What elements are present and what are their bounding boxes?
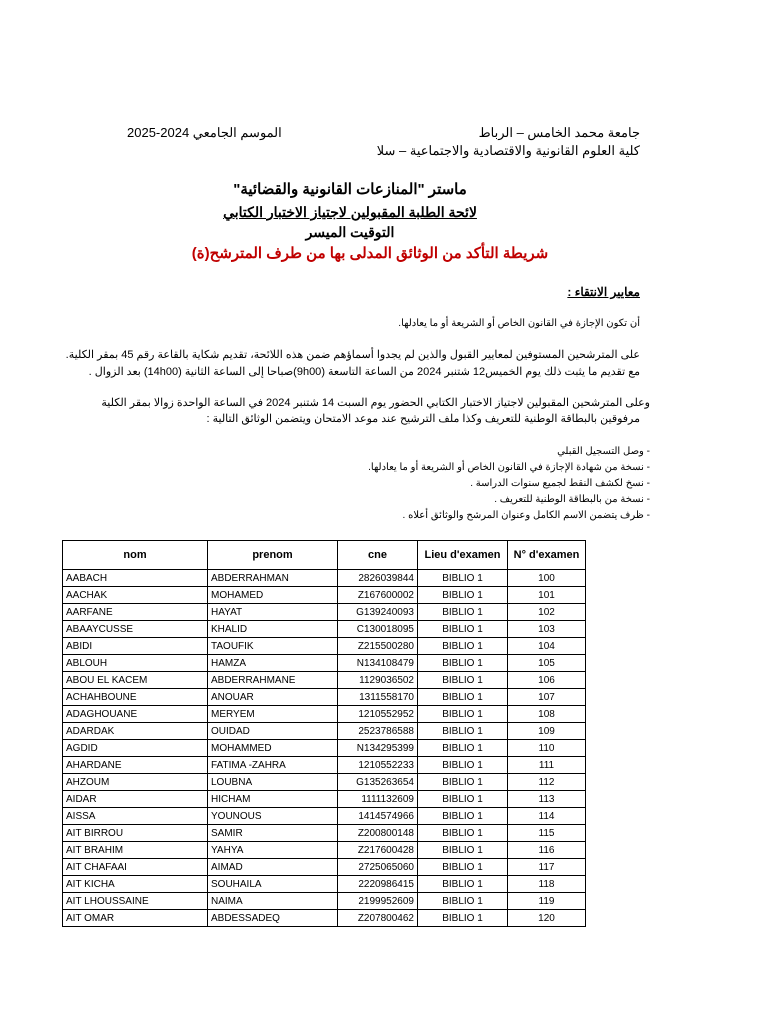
cell-numero: 117 (508, 859, 586, 876)
cell-nom: AIT CHAFAAI (63, 859, 208, 876)
table-row (63, 757, 586, 774)
column-header-numero: N° d'examen (508, 541, 586, 570)
cell-cne: G139240093 (338, 604, 418, 621)
cell-prenom: ABDERRAHMAN (208, 570, 338, 587)
table-body (63, 570, 586, 927)
cell-numero: 113 (508, 791, 586, 808)
cell-prenom: OUIDAD (208, 723, 338, 740)
cell-numero: 107 (508, 689, 586, 706)
master-title: ماستر "المنازعات القانونية والقضائية" (233, 181, 467, 198)
cell-cne: Z200800148 (338, 825, 418, 842)
cell-prenom: MOHAMED (208, 587, 338, 604)
cell-nom: AIT OMAR (63, 910, 208, 927)
cell-numero: 120 (508, 910, 586, 927)
cell-prenom: HAMZA (208, 655, 338, 672)
cell-nom: ABOU EL KACEM (63, 672, 208, 689)
table-row (63, 791, 586, 808)
table-row (63, 740, 586, 757)
cell-nom: AGDID (63, 740, 208, 757)
table-row (63, 723, 586, 740)
cell-nom: AIT BIRROU (63, 825, 208, 842)
cell-prenom: MOHAMMED (208, 740, 338, 757)
cell-nom: AIT BRAHIM (63, 842, 208, 859)
cell-numero: 101 (508, 587, 586, 604)
cell-lieu: BIBLIO 1 (418, 587, 508, 604)
cell-cne: Z215500280 (338, 638, 418, 655)
cell-nom: ABAAYCUSSE (63, 621, 208, 638)
cell-nom: AACHAK (63, 587, 208, 604)
complaint-text-line2: مع تقديم ما يثبت ذلك يوم الخميس12 شتنبر 2024 من الساعة التاسعة (9h00)صباحا إلى الساعة الثانية (14h00) بعد الزوال . (88, 366, 640, 378)
cell-lieu: BIBLIO 1 (418, 842, 508, 859)
cell-numero: 115 (508, 825, 586, 842)
cell-lieu: BIBLIO 1 (418, 621, 508, 638)
cell-lieu: BIBLIO 1 (418, 893, 508, 910)
cell-lieu: BIBLIO 1 (418, 791, 508, 808)
cell-numero: 100 (508, 570, 586, 587)
table-row (63, 587, 586, 604)
cell-prenom: AIMAD (208, 859, 338, 876)
cell-numero: 111 (508, 757, 586, 774)
cell-prenom: FATIMA -ZAHRA (208, 757, 338, 774)
cell-cne: N134108479 (338, 655, 418, 672)
cell-cne: N134295399 (338, 740, 418, 757)
cell-prenom: SOUHAILA (208, 876, 338, 893)
table-row (63, 570, 586, 587)
cell-prenom: YOUNOUS (208, 808, 338, 825)
cell-lieu: BIBLIO 1 (418, 808, 508, 825)
table-row (63, 910, 586, 927)
cell-numero: 108 (508, 706, 586, 723)
cell-prenom: ANOUAR (208, 689, 338, 706)
column-header-nom: nom (63, 541, 208, 570)
cell-nom: ABIDI (63, 638, 208, 655)
cell-numero: 103 (508, 621, 586, 638)
column-header-lieu: Lieu d'examen (418, 541, 508, 570)
cell-nom: ABLOUH (63, 655, 208, 672)
table-header-row (63, 541, 586, 570)
column-header-prenom: prenom (208, 541, 338, 570)
document-item: - نسخ لكشف النقط لجميع سنوات الدراسة . (470, 478, 650, 489)
cell-nom: AIT LHOUSSAINE (63, 893, 208, 910)
cell-prenom: NAIMA (208, 893, 338, 910)
cell-cne: 2220986415 (338, 876, 418, 893)
cell-prenom: ABDERRAHMANE (208, 672, 338, 689)
condition-title: شريطة التأكد من الوثائق المدلى بها من طرف المترشح(ة) (191, 245, 549, 262)
university-name: جامعة محمد الخامس – الرباط (478, 125, 640, 140)
cell-cne: C130018095 (338, 621, 418, 638)
cell-cne: Z217600428 (338, 842, 418, 859)
cell-nom: ACHAHBOUNE (63, 689, 208, 706)
cell-prenom: HAYAT (208, 604, 338, 621)
table-row (63, 893, 586, 910)
document-item: - وصل التسجيل القبلي (557, 446, 650, 457)
cell-lieu: BIBLIO 1 (418, 689, 508, 706)
cell-nom: AHARDANE (63, 757, 208, 774)
cell-cne: G135263654 (338, 774, 418, 791)
cell-numero: 116 (508, 842, 586, 859)
cell-lieu: BIBLIO 1 (418, 723, 508, 740)
cell-nom: ADAGHOUANE (63, 706, 208, 723)
cell-cne: 1129036502 (338, 672, 418, 689)
cell-numero: 114 (508, 808, 586, 825)
cell-lieu: BIBLIO 1 (418, 604, 508, 621)
cell-lieu: BIBLIO 1 (418, 876, 508, 893)
cell-lieu: BIBLIO 1 (418, 910, 508, 927)
table-row (63, 808, 586, 825)
table-row (63, 825, 586, 842)
cell-nom: AARFANE (63, 604, 208, 621)
table-row (63, 621, 586, 638)
cell-cne: 1311558170 (338, 689, 418, 706)
cell-cne: Z167600002 (338, 587, 418, 604)
cell-numero: 110 (508, 740, 586, 757)
cell-lieu: BIBLIO 1 (418, 859, 508, 876)
cell-cne: 2826039844 (338, 570, 418, 587)
cell-lieu: BIBLIO 1 (418, 570, 508, 587)
document-item: - ظرف يتضمن الاسم الكامل وعنوان المرشح والوثائق أعلاه . (402, 510, 650, 521)
cell-numero: 118 (508, 876, 586, 893)
cell-lieu: BIBLIO 1 (418, 672, 508, 689)
table-row (63, 876, 586, 893)
cell-lieu: BIBLIO 1 (418, 757, 508, 774)
criteria-degree-text: أن تكون الإجازة في القانون الخاص أو الشريعة أو ما يعادلها. (398, 318, 640, 329)
cell-numero: 109 (508, 723, 586, 740)
cell-lieu: BIBLIO 1 (418, 638, 508, 655)
table-row (63, 638, 586, 655)
cell-cne: 1210552233 (338, 757, 418, 774)
cell-nom: AHZOUM (63, 774, 208, 791)
complaint-text-line1: على المترشحين المستوفين لمعايير القبول والذين لم يجدوا أسماؤهم ضمن هذه اللائحة، تقديم شكاية بالقاعة رقم 45 بمقر الكلية. (65, 349, 640, 361)
table-row (63, 842, 586, 859)
cell-numero: 104 (508, 638, 586, 655)
table-row (63, 655, 586, 672)
list-title: لائحة الطلبة المقبولين لاجتياز الاختبار الكتابي (223, 204, 477, 220)
cell-prenom: MERYEM (208, 706, 338, 723)
cell-nom: ADARDAK (63, 723, 208, 740)
document-item: - نسخة من شهادة الإجازة في القانون الخاص أو الشريعة أو ما يعادلها. (368, 462, 650, 473)
cell-cne: 1111132609 (338, 791, 418, 808)
cell-nom: AIT KICHA (63, 876, 208, 893)
column-header-cne: cne (338, 541, 418, 570)
cell-cne: 2725065060 (338, 859, 418, 876)
cell-lieu: BIBLIO 1 (418, 706, 508, 723)
cell-cne: 1414574966 (338, 808, 418, 825)
cell-numero: 105 (508, 655, 586, 672)
cell-lieu: BIBLIO 1 (418, 825, 508, 842)
cell-prenom: ABDESSADEQ (208, 910, 338, 927)
table-row (63, 774, 586, 791)
required-documents-list (368, 444, 650, 524)
cell-numero: 106 (508, 672, 586, 689)
cell-cne: 2523786588 (338, 723, 418, 740)
table-row (63, 604, 586, 621)
cell-prenom: TAOUFIK (208, 638, 338, 655)
cell-cne: 2199952609 (338, 893, 418, 910)
cell-prenom: KHALID (208, 621, 338, 638)
cell-nom: AISSA (63, 808, 208, 825)
cell-lieu: BIBLIO 1 (418, 774, 508, 791)
criteria-heading: معايير الانتقاء : (567, 285, 640, 299)
cell-lieu: BIBLIO 1 (418, 740, 508, 757)
cell-cne: Z207800462 (338, 910, 418, 927)
cell-numero: 102 (508, 604, 586, 621)
cell-nom: AIDAR (63, 791, 208, 808)
cell-lieu: BIBLIO 1 (418, 655, 508, 672)
cell-prenom: YAHYA (208, 842, 338, 859)
document-item: - نسخة من بالبطاقة الوطنية للتعريف . (494, 494, 650, 505)
exam-notice-line1: وعلى المترشحين المقبولين لاجتياز الاختبار الكتابي الحضور يوم السبت 14 شتنبر 2024 في الساعة الواحدة زوالا بمقر الكلية (101, 397, 650, 409)
cell-prenom: SAMIR (208, 825, 338, 842)
exam-notice-line2: مرفوقين بالبطاقة الوطنية للتعريف وكذا ملف الترشيح عند موعد الامتحان ويتضمن الوثائق التالية : (206, 413, 640, 425)
cell-prenom: LOUBNA (208, 774, 338, 791)
faculty-name: كلية العلوم القانونية والاقتصادية والاجتماعية – سلا (376, 143, 640, 158)
candidates-table (62, 540, 586, 927)
table-row (63, 859, 586, 876)
cell-numero: 112 (508, 774, 586, 791)
cell-nom: AABACH (63, 570, 208, 587)
academic-season: الموسم الجامعي 2024-2025 (127, 125, 282, 140)
table-row (63, 672, 586, 689)
table-row (63, 689, 586, 706)
table-row (63, 706, 586, 723)
cell-cne: 1210552952 (338, 706, 418, 723)
schedule-title: التوقيت الميسر (305, 224, 395, 240)
cell-numero: 119 (508, 893, 586, 910)
cell-prenom: HICHAM (208, 791, 338, 808)
